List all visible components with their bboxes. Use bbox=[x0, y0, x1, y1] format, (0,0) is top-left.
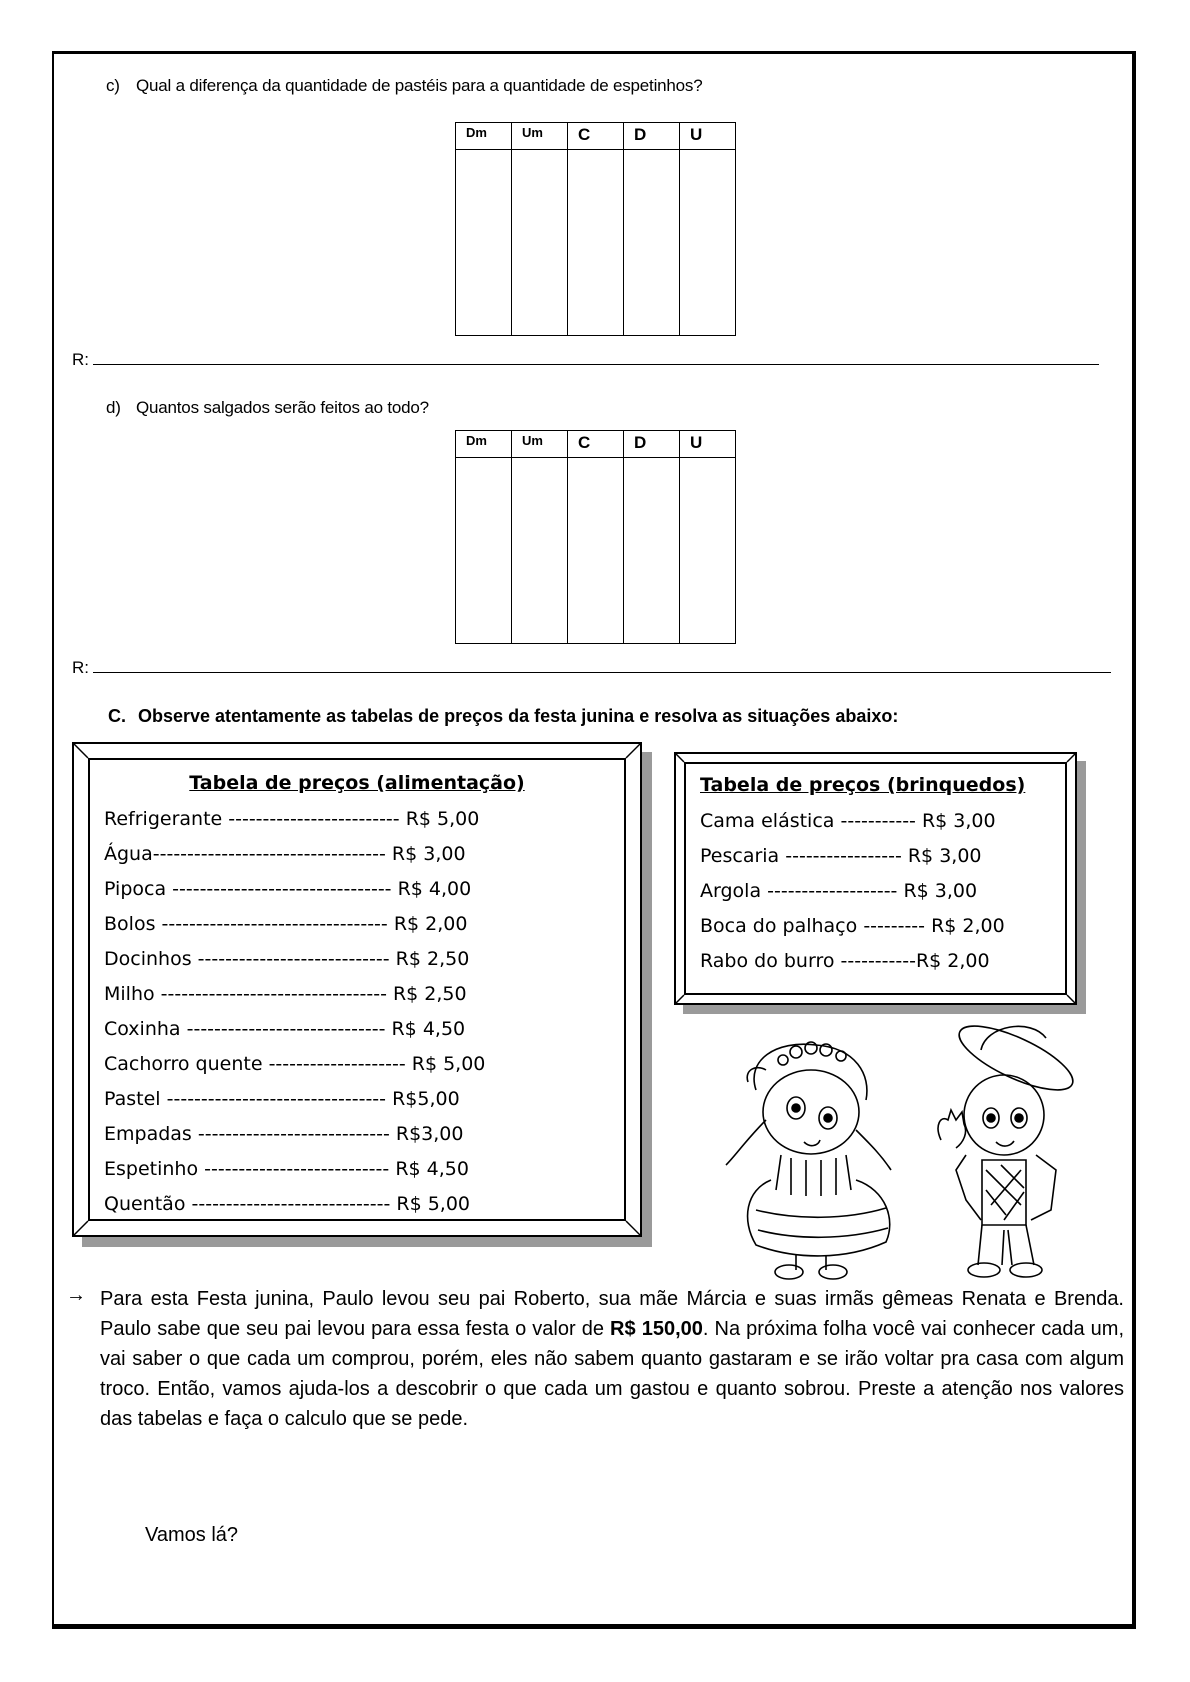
dashes: ------------------- bbox=[767, 880, 898, 902]
dashes: --------------------------- bbox=[204, 1158, 390, 1180]
story-paragraph bbox=[100, 1284, 1124, 1434]
grid-c-header-dm: Dm bbox=[456, 123, 512, 150]
food-price-board bbox=[72, 742, 652, 1247]
item-name: Quentão bbox=[104, 1193, 186, 1215]
answer-d-label: R: bbox=[72, 658, 89, 677]
dashes: ----------------- bbox=[785, 845, 902, 867]
dashes: ------------------------- bbox=[228, 808, 400, 830]
item-name: Bolos bbox=[104, 913, 156, 935]
grid-c-cell-dm[interactable] bbox=[456, 150, 512, 336]
grid-c-cell-u[interactable] bbox=[680, 150, 736, 336]
grid-d-cell-um[interactable] bbox=[512, 458, 568, 644]
item-name: Espetinho bbox=[104, 1158, 199, 1180]
price-row bbox=[700, 909, 1005, 944]
food-price-list bbox=[104, 802, 485, 1222]
answer-c-label: R: bbox=[72, 350, 89, 369]
item-name: Empadas bbox=[104, 1123, 192, 1145]
item-price: R$ 5,00 bbox=[396, 1193, 471, 1215]
item-name: Milho bbox=[104, 983, 155, 1005]
dashes: -------------------- bbox=[268, 1053, 406, 1075]
price-row bbox=[104, 977, 485, 1012]
question-d-label: d) bbox=[106, 398, 121, 417]
story-text-part1: Para esta Festa junina, Paulo levou seu pai Roberto, sua mãe Márcia e suas irmãs gêmeas Renata e Brenda. Paulo sabe que seu pai levou para essa festa o valor de bbox=[100, 1288, 1124, 1340]
item-name: Refrigerante bbox=[104, 808, 223, 830]
price-row bbox=[700, 874, 1005, 909]
toys-price-board bbox=[674, 752, 1086, 1014]
item-price: R$3,00 bbox=[395, 1123, 464, 1145]
item-name: Cachorro quente bbox=[104, 1053, 263, 1075]
toys-price-list bbox=[700, 804, 1005, 979]
price-row bbox=[104, 907, 485, 942]
answer-line-c[interactable] bbox=[72, 350, 1099, 370]
grid-d-header-dm: Dm bbox=[456, 431, 512, 458]
item-name: Pipoca bbox=[104, 878, 167, 900]
item-price: R$ 2,00 bbox=[915, 950, 990, 972]
item-price: R$ 4,50 bbox=[391, 1018, 466, 1040]
answer-line-d[interactable] bbox=[72, 658, 1111, 678]
grid-d-header-d: D bbox=[624, 431, 680, 458]
dashes: --------------------------------- bbox=[161, 913, 388, 935]
item-price: R$ 3,00 bbox=[921, 810, 996, 832]
grid-c-header-d: D bbox=[624, 123, 680, 150]
section-c-heading bbox=[108, 706, 898, 727]
item-name: Rabo do burro bbox=[700, 950, 835, 972]
item-price: R$ 2,50 bbox=[392, 983, 467, 1005]
grid-d-header-um: Um bbox=[512, 431, 568, 458]
item-name: Pescaria bbox=[700, 845, 780, 867]
item-price: R$ 3,00 bbox=[903, 880, 978, 902]
item-price: R$ 3,00 bbox=[391, 843, 466, 865]
price-row bbox=[104, 802, 485, 837]
item-price: R$ 4,00 bbox=[397, 878, 472, 900]
grid-c-header-c: C bbox=[568, 123, 624, 150]
question-d bbox=[106, 398, 429, 418]
arrow-icon: → bbox=[66, 1284, 86, 1306]
closing-prompt: Vamos lá? bbox=[145, 1524, 239, 1546]
item-name: Boca do palhaço bbox=[700, 915, 858, 937]
section-c-title: Observe atentamente as tabelas de preços da festa junina e resolva as situações abaixo: bbox=[138, 706, 899, 726]
answer-c-blank[interactable] bbox=[93, 350, 1099, 365]
grid-d-cell-d[interactable] bbox=[624, 458, 680, 644]
item-name: Água bbox=[104, 843, 153, 865]
item-price: R$ 2,00 bbox=[393, 913, 468, 935]
question-d-text: Quantos salgados serão feitos ao todo? bbox=[136, 398, 429, 417]
item-name: Argola bbox=[700, 880, 762, 902]
dashes: ---------------------------- bbox=[197, 948, 390, 970]
grid-d-cell-c[interactable] bbox=[568, 458, 624, 644]
grid-c-cell-um[interactable] bbox=[512, 150, 568, 336]
grid-c-cell-d[interactable] bbox=[624, 150, 680, 336]
item-price: R$ 5,00 bbox=[405, 808, 480, 830]
food-table-title: Tabela de preços (alimentação) bbox=[189, 772, 525, 794]
item-name: Coxinha bbox=[104, 1018, 181, 1040]
price-row bbox=[104, 1082, 485, 1117]
place-value-grid-d bbox=[455, 430, 736, 644]
dashes: -------------------------------- bbox=[172, 878, 392, 900]
dashes: ---------------------------- bbox=[197, 1123, 390, 1145]
question-c bbox=[106, 76, 702, 96]
grid-c-header-u: U bbox=[680, 123, 736, 150]
item-price: R$5,00 bbox=[392, 1088, 460, 1110]
grid-c-cell-c[interactable] bbox=[568, 150, 624, 336]
dashes: --------------------------------- bbox=[160, 983, 387, 1005]
item-price: R$ 2,50 bbox=[395, 948, 470, 970]
grid-d-header-c: C bbox=[568, 431, 624, 458]
dashes: ----------------------------- bbox=[186, 1018, 386, 1040]
price-row bbox=[104, 1187, 485, 1222]
item-price: R$ 4,50 bbox=[395, 1158, 469, 1180]
grid-c-header-um: Um bbox=[512, 123, 568, 150]
dashes: --------- bbox=[863, 915, 926, 937]
grid-d-cell-u[interactable] bbox=[680, 458, 736, 644]
price-row bbox=[700, 944, 1005, 979]
girl-figure bbox=[726, 1042, 891, 1279]
dashes: ----------- bbox=[840, 950, 916, 972]
item-name: Cama elástica bbox=[700, 810, 835, 832]
question-c-label: c) bbox=[106, 76, 120, 95]
story-text-part2: . Na próxima folha você vai conhecer cada um, vai saber o que cada um comprou, porém, eles não sabem quanto gastaram e se irão voltar pra casa com algum troco. Então, vamos ajuda-los a descobrir o que cada um gastou e quanto sobrou. Preste a atenção nos valores das tabelas e faça o calculo que se pede. bbox=[100, 1318, 1124, 1430]
item-price: R$ 2,00 bbox=[931, 915, 1005, 937]
festa-junina-children-illustration bbox=[686, 1020, 1086, 1282]
dashes: -------------------------------- bbox=[166, 1088, 387, 1110]
price-row bbox=[104, 1047, 485, 1082]
item-price: R$ 3,00 bbox=[907, 845, 982, 867]
place-value-grid-c bbox=[455, 122, 736, 336]
dashes: ----------- bbox=[840, 810, 916, 832]
answer-d-blank[interactable] bbox=[93, 658, 1111, 673]
price-row bbox=[104, 1012, 485, 1047]
grid-d-cell-dm[interactable] bbox=[456, 458, 512, 644]
price-row bbox=[104, 1152, 485, 1187]
price-row bbox=[104, 1117, 485, 1152]
section-c-label: C. bbox=[108, 706, 126, 726]
boy-figure bbox=[938, 1020, 1081, 1277]
item-name: Docinhos bbox=[104, 948, 192, 970]
price-row bbox=[104, 942, 485, 977]
price-row bbox=[104, 872, 485, 907]
grid-d-header-u: U bbox=[680, 431, 736, 458]
question-c-text: Qual a diferença da quantidade de pastéis para a quantidade de espetinhos? bbox=[136, 76, 703, 95]
price-row bbox=[104, 837, 485, 872]
dashes: ---------------------------------- bbox=[152, 843, 386, 865]
toys-table-title: Tabela de preços (brinquedos) bbox=[700, 774, 1026, 796]
price-row bbox=[700, 839, 1005, 874]
item-name: Pastel bbox=[104, 1088, 161, 1110]
item-price: R$ 5,00 bbox=[411, 1053, 486, 1075]
dashes: ----------------------------- bbox=[191, 1193, 391, 1215]
price-row bbox=[700, 804, 1005, 839]
story-amount: R$ 150,00 bbox=[610, 1318, 703, 1340]
